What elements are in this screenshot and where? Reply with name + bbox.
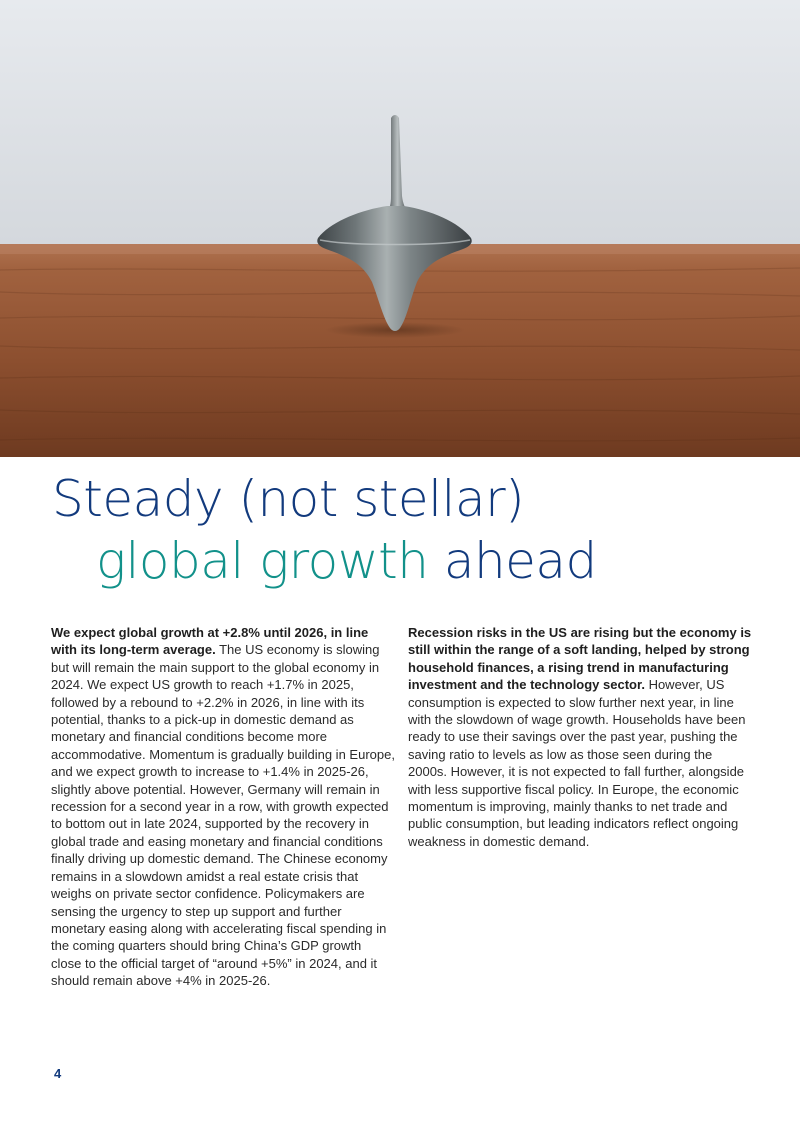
title-line-1: Steady (not stellar) [52, 470, 525, 528]
right-column-lead: Recession risks in the US are rising but the economy is still within the range of a soft landing, helped by strong household finances, a rising trend in manufacturing investment and the technology sector. [408, 625, 752, 693]
spinning-top-photo [0, 0, 800, 457]
page-title [52, 468, 597, 592]
title-accent: global growth [96, 532, 429, 590]
left-column-text [51, 624, 395, 990]
left-column-lead: We expect global growth at +2.8% until 2026, in line with its long-term average. [51, 625, 369, 658]
page-number: 4 [54, 1066, 62, 1081]
right-column-text [408, 624, 753, 850]
left-column-body: The US economy is slowing but will remain the main support to the global economy in 2024. We expect US growth to reach +1.7% in 2025, followed by a rebound to +2.2% in 2026, in line with its potential, thanks to a pick-up in domestic demand as monetary and financial conditions become more accommodative. Momentum is gradually building in Europe, and we expect growth to increase to +1.4% in 2025-26, slightly above potential. However, Germany will remain in recession for a second year in a row, with growth expected to bottom out in late 2024, supported by the recovery in global trade and easing monetary and financial conditions finally driving up domestic demand. The Chinese economy remains in a slowdown amidst a real estate crisis that weighs on private sector confidence. Policymakers are sensing the urgency to step up support and further monetary easing along with accelerating fiscal spending in the coming quarters should bring China’s GDP growth close to the official target of “around +5%” in 2024, and it should remain above +4% in 2025-26. [51, 642, 395, 989]
title-line-2-rest: ahead [443, 532, 597, 590]
title-line-2 [52, 530, 597, 592]
right-column-body: However, US consumption is expected to slow further next year, in line with the slowdown of wage growth. Households have been ready to use their savings over the past year, pushing the saving ratio to levels as low as those seen during the 2000s. However, it is not expected to fall further, alongside with less supportive fiscal policy. In Europe, the economic momentum is improving, mainly thanks to net trade and public consumption, but leading indicators reflect ongoing weakness in domestic demand. [408, 677, 746, 849]
